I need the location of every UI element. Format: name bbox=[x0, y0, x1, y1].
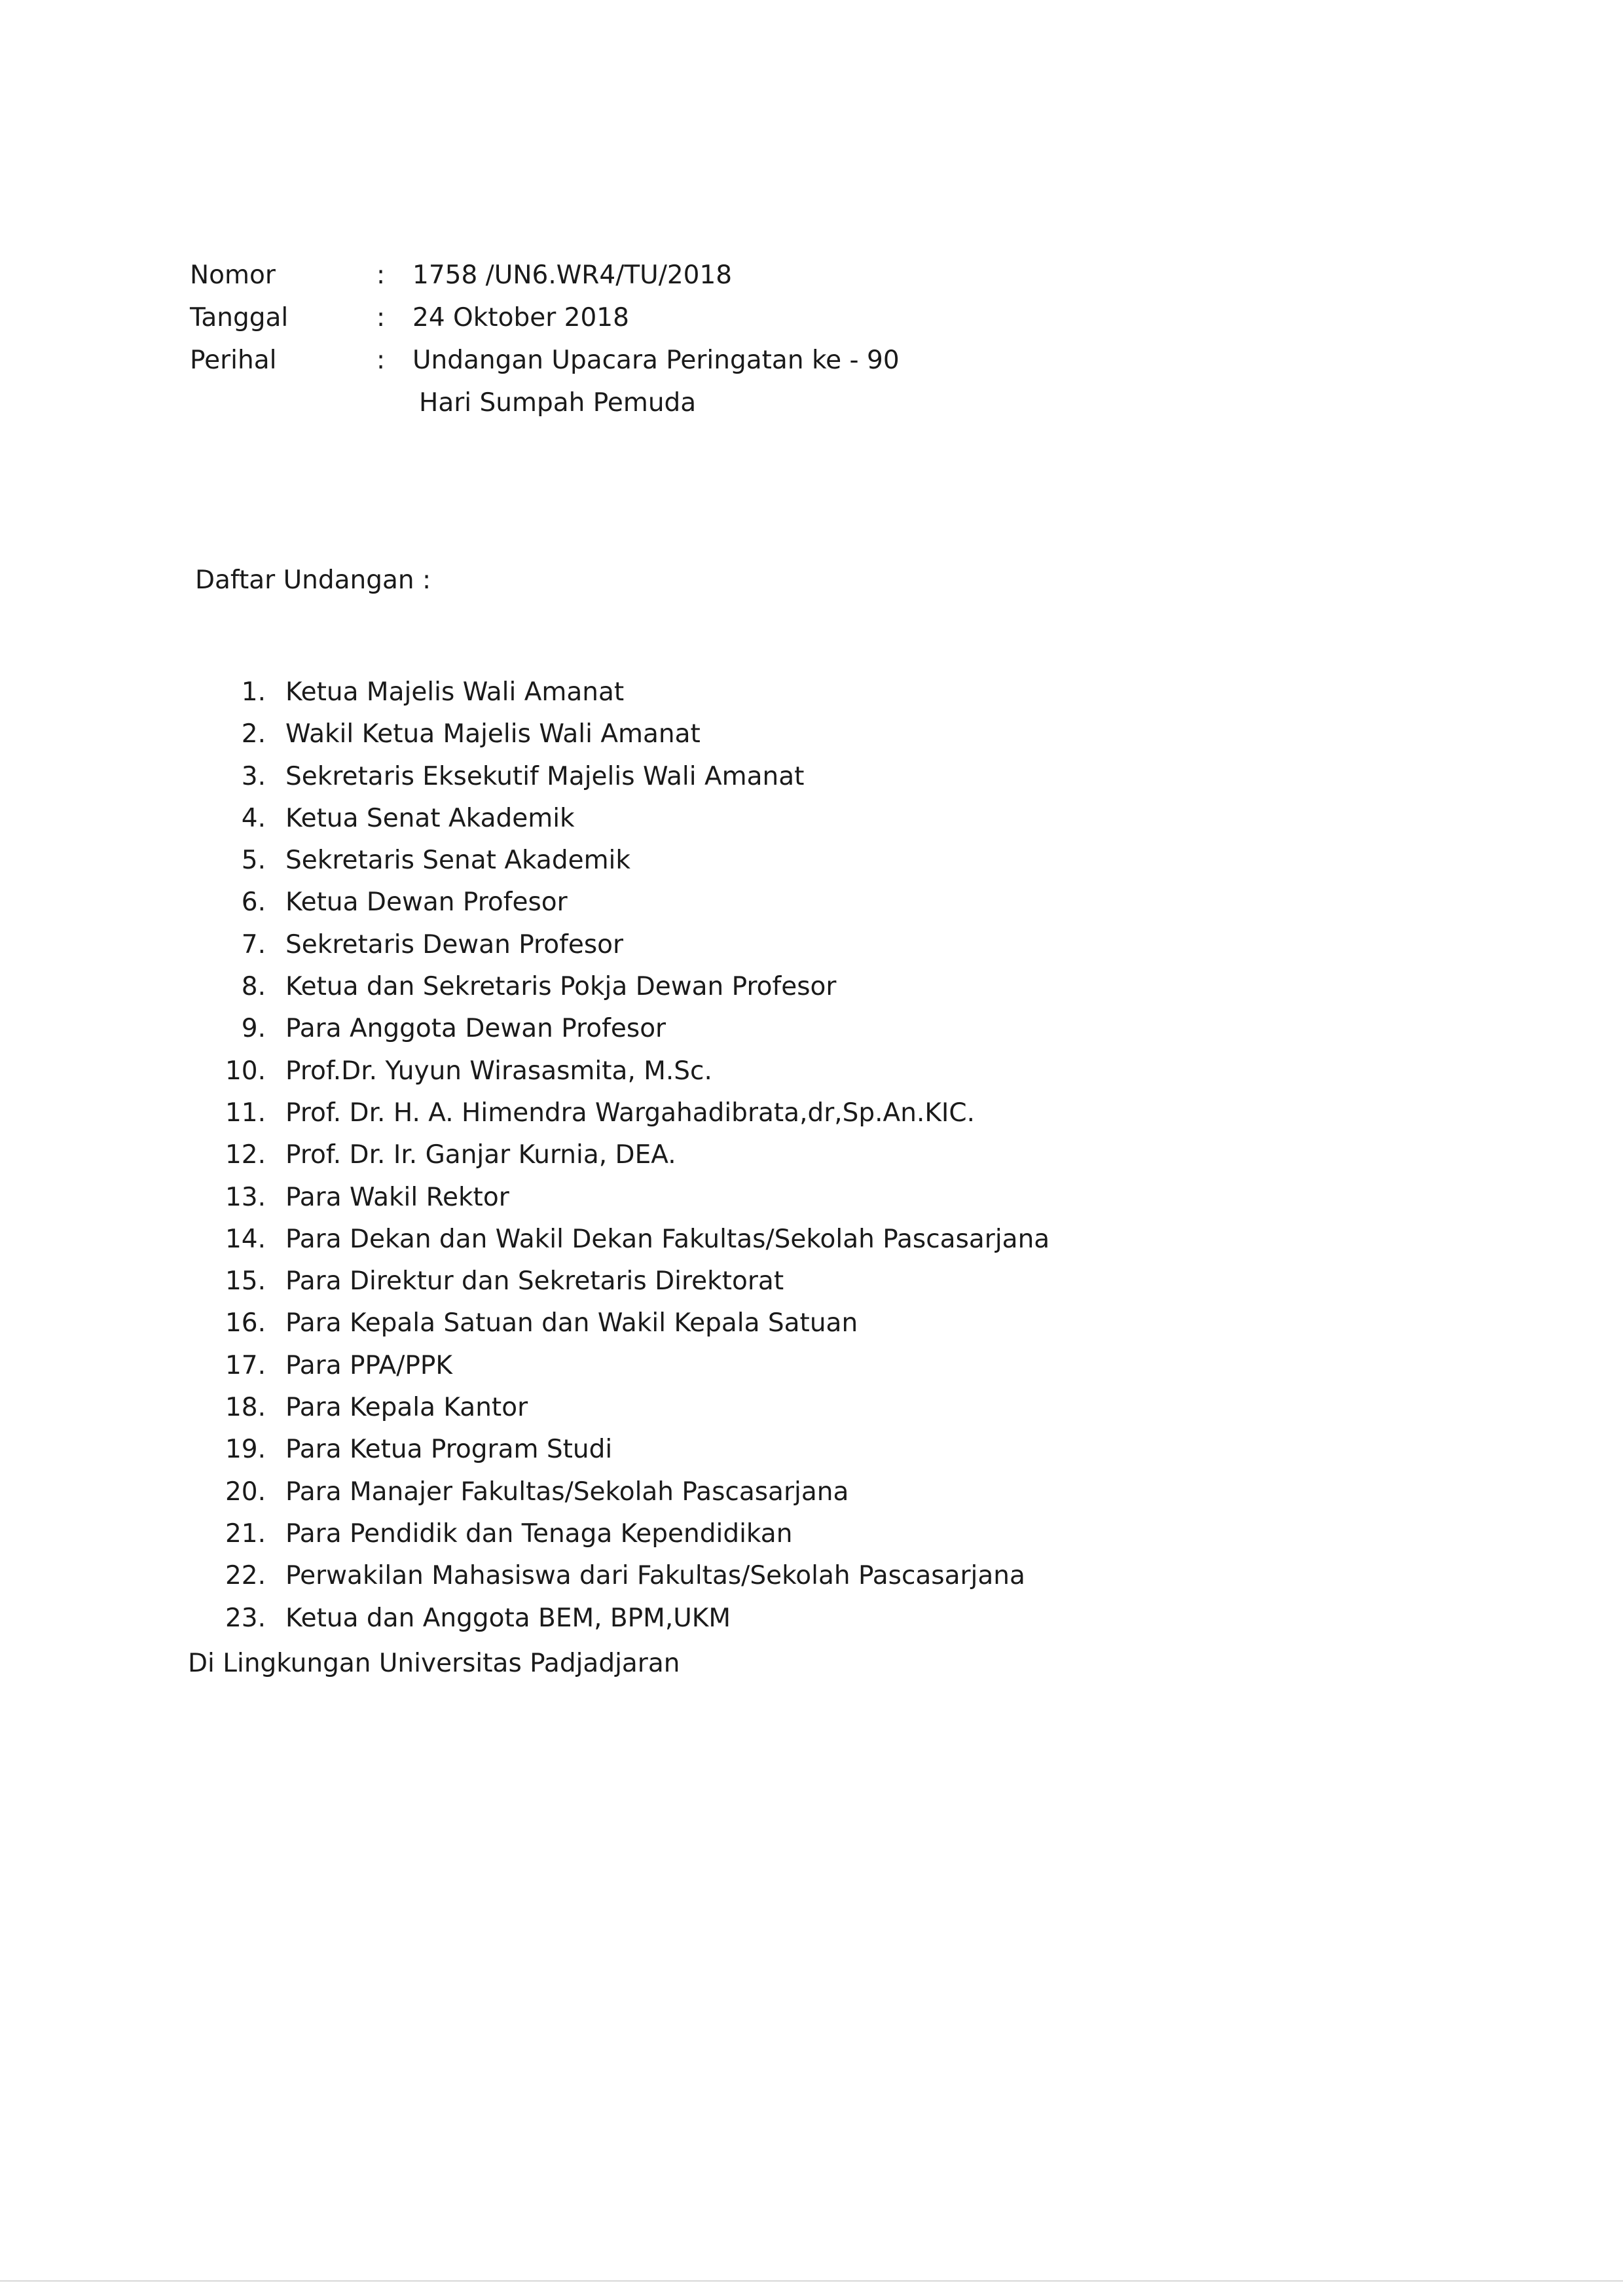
item-number: 6. bbox=[241, 888, 266, 918]
list-item bbox=[190, 1008, 1049, 1050]
header-colon: : bbox=[376, 260, 386, 290]
list-item bbox=[190, 756, 1049, 798]
list-item bbox=[190, 1050, 1049, 1092]
item-number: 9. bbox=[241, 1014, 266, 1044]
item-number: 21. bbox=[225, 1518, 266, 1549]
list-item bbox=[190, 1345, 1049, 1387]
item-text: Para Ketua Program Studi bbox=[285, 1435, 613, 1465]
item-text: Perwakilan Mahasiswa dari Fakultas/Sekolah Pascasarjana bbox=[285, 1561, 1025, 1591]
header-row-tanggal bbox=[190, 296, 900, 339]
item-number: 2. bbox=[241, 719, 266, 749]
header-value: 24 Oktober 2018 bbox=[412, 303, 629, 332]
header-value: Undangan Upacara Peringatan ke - 90 bbox=[412, 346, 900, 375]
item-number: 20. bbox=[225, 1477, 266, 1507]
header-label: Nomor bbox=[190, 260, 276, 290]
item-number: 12. bbox=[225, 1140, 266, 1170]
item-text: Para PPA/PPK bbox=[285, 1350, 452, 1380]
item-number: 14. bbox=[225, 1224, 266, 1254]
item-text: Para Kepala Satuan dan Wakil Kepala Satuan bbox=[285, 1308, 858, 1338]
item-number: 18. bbox=[225, 1393, 266, 1423]
list-item bbox=[190, 882, 1049, 924]
item-number: 4. bbox=[241, 803, 266, 833]
item-number: 17. bbox=[225, 1350, 266, 1380]
item-number: 15. bbox=[225, 1266, 266, 1297]
list-item bbox=[190, 1387, 1049, 1429]
item-text: Prof.Dr. Yuyun Wirasasmita, M.Sc. bbox=[285, 1056, 712, 1086]
item-text: Wakil Ketua Majelis Wali Amanat bbox=[285, 719, 701, 749]
list-item bbox=[190, 1219, 1049, 1261]
list-item bbox=[190, 966, 1049, 1008]
list-item bbox=[190, 1302, 1049, 1344]
item-number: 1. bbox=[241, 677, 266, 707]
header-value: 1758 /UN6.WR4/TU/2018 bbox=[412, 260, 733, 290]
item-number: 8. bbox=[241, 972, 266, 1002]
item-text: Para Dekan dan Wakil Dekan Fakultas/Sekolah Pascasarjana bbox=[285, 1224, 1050, 1254]
item-text: Ketua dan Anggota BEM, BPM,UKM bbox=[285, 1603, 731, 1633]
item-number: 13. bbox=[225, 1182, 266, 1212]
item-text: Sekretaris Senat Akademik bbox=[285, 846, 630, 876]
item-text: Ketua Majelis Wali Amanat bbox=[285, 677, 625, 707]
header-row-perihal bbox=[190, 339, 900, 382]
item-text: Prof. Dr. H. A. Himendra Wargahadibrata,dr,Sp.An.KIC. bbox=[285, 1098, 976, 1128]
item-text: Para Kepala Kantor bbox=[285, 1393, 528, 1423]
item-number: 7. bbox=[241, 929, 266, 960]
item-text: Para Pendidik dan Tenaga Kependidikan bbox=[285, 1518, 793, 1549]
list-item bbox=[190, 1598, 1049, 1640]
item-number: 19. bbox=[225, 1435, 266, 1465]
list-item bbox=[190, 924, 1049, 966]
item-text: Para Anggota Dewan Profesor bbox=[285, 1014, 666, 1044]
invitee-list bbox=[190, 672, 1049, 1640]
header-colon: : bbox=[376, 346, 386, 375]
letter-header bbox=[190, 254, 900, 424]
header-row-nomor bbox=[190, 254, 900, 296]
list-item bbox=[190, 1134, 1049, 1176]
item-text: Para Manajer Fakultas/Sekolah Pascasarjana bbox=[285, 1477, 849, 1507]
list-item bbox=[190, 672, 1049, 713]
list-item bbox=[190, 1261, 1049, 1302]
item-number: 22. bbox=[225, 1561, 266, 1591]
list-item bbox=[190, 1429, 1049, 1471]
item-text: Para Direktur dan Sekretaris Direktorat bbox=[285, 1266, 784, 1297]
item-number: 5. bbox=[241, 846, 266, 876]
list-item bbox=[190, 840, 1049, 882]
item-number: 23. bbox=[225, 1603, 266, 1633]
item-text: Ketua Dewan Profesor bbox=[285, 888, 568, 918]
header-label: Tanggal bbox=[190, 303, 289, 332]
item-number: 16. bbox=[225, 1308, 266, 1338]
header-label: Perihal bbox=[190, 346, 277, 375]
item-number: 3. bbox=[241, 761, 266, 791]
item-text: Prof. Dr. Ir. Ganjar Kurnia, DEA. bbox=[285, 1140, 676, 1170]
list-item bbox=[190, 1177, 1049, 1219]
list-item bbox=[190, 1092, 1049, 1134]
list-item bbox=[190, 1513, 1049, 1555]
list-item bbox=[190, 713, 1049, 755]
header-colon: : bbox=[376, 303, 386, 332]
scan-bottom-edge bbox=[0, 2280, 1623, 2282]
item-text: Sekretaris Dewan Profesor bbox=[285, 929, 624, 960]
item-number: 10. bbox=[225, 1056, 266, 1086]
closing-line: Di Lingkungan Universitas Padjadjaran bbox=[188, 1649, 680, 1678]
item-number: 11. bbox=[225, 1098, 266, 1128]
list-item bbox=[190, 798, 1049, 840]
perihal-continuation: Hari Sumpah Pemuda bbox=[419, 388, 697, 418]
list-item bbox=[190, 1555, 1049, 1597]
item-text: Ketua Senat Akademik bbox=[285, 803, 575, 833]
item-text: Sekretaris Eksekutif Majelis Wali Amanat bbox=[285, 761, 805, 791]
list-item bbox=[190, 1471, 1049, 1513]
item-text: Ketua dan Sekretaris Pokja Dewan Profesor bbox=[285, 972, 837, 1002]
list-heading: Daftar Undangan : bbox=[195, 565, 431, 595]
item-text: Para Wakil Rektor bbox=[285, 1182, 509, 1212]
